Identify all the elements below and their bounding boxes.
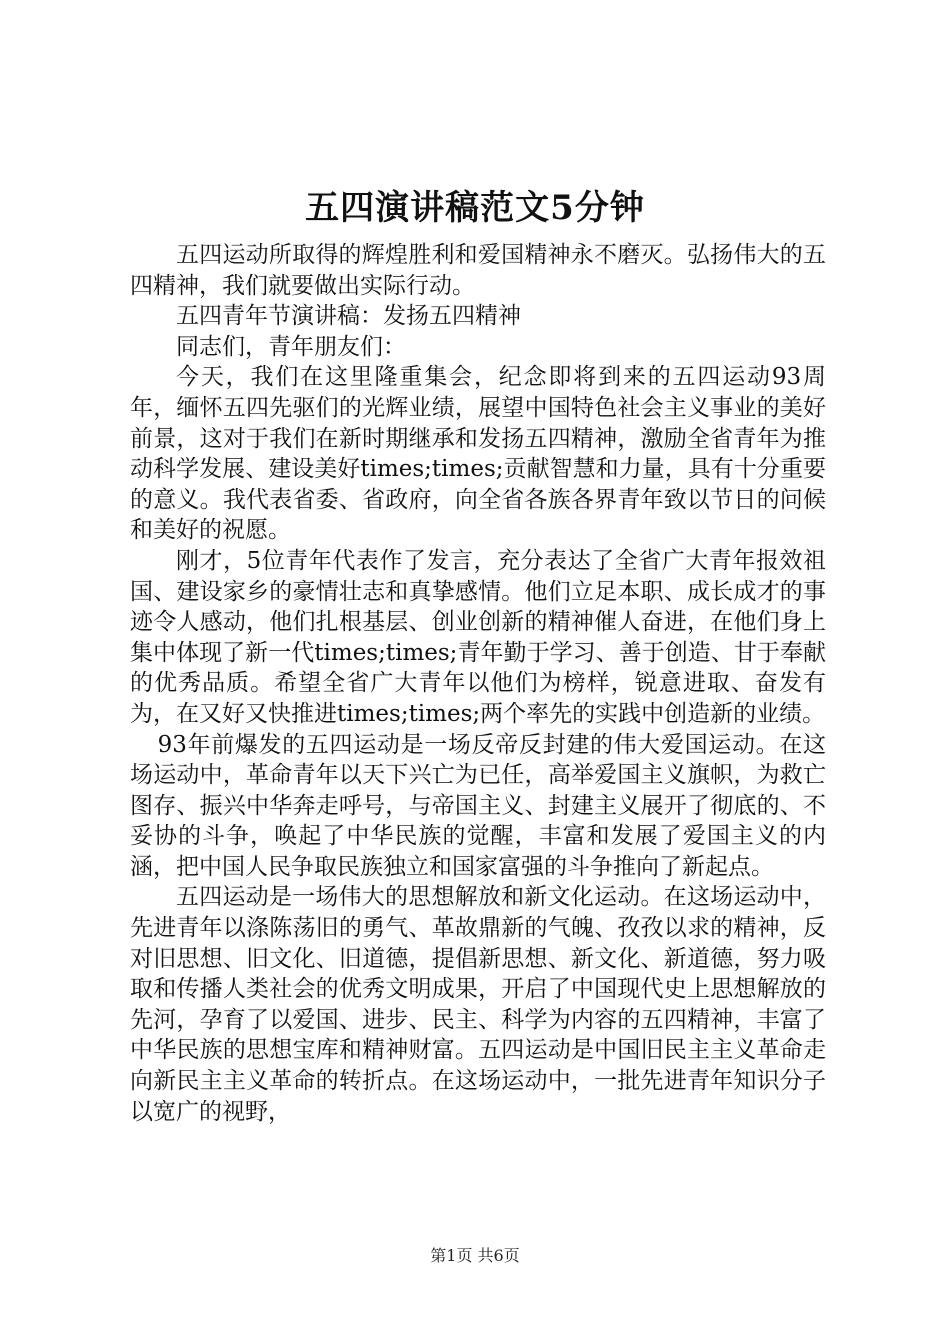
paragraph-salutation: 同志们，青年朋友们： — [176, 333, 406, 360]
paragraph-body: 五四运动是一场伟大的思想解放和新文化运动。在这场运动中，先进青年以涤陈荡旧的勇气、革故鼎新的气魄、孜孜以求的精神，反对旧思想、旧文化、旧道德，提倡新思想、新文化、新道德，努力吸取和传播人类社会的优秀文明成果，开启了中国现代史上思想解放的先河，孕育了以爱国、进步、民主、科学为内容的五四精神，丰富了中华民族的思想宝库和精神财富。五四运动是中国旧民主主义革命走向新民主主义革命的转折点。在这场运动中，一批先进青年知识分子以宽广的视野， — [130, 884, 826, 1125]
document-title: 五四演讲稿范文5分钟 — [305, 188, 645, 228]
page-footer: 第1页 共6页 — [430, 1246, 520, 1265]
paragraph-intro: 五四运动所取得的辉煌胜利和爱国精神永不磨灭。弘扬伟大的五四精神，我们就要做出实际行动。 — [130, 242, 826, 299]
paragraph-body: 刚才，5位青年代表作了发言，充分表达了全省广大青年报效祖国、建设家乡的豪情壮志和真挚感情。他们立足本职、成长成才的事迹令人感动，他们扎根基层、创业创新的精神催人奋进，在他们身上集中体现了新一代times;times;青年勤于学习、善于创造、甘于奉献的优秀品质。希望全省广大青年以他们为榜样，锐意进取、奋发有为，在又好又快推进times;times;两个率先的实践中创造新的业绩。 — [130, 547, 826, 727]
document-body — [130, 240, 826, 1127]
paragraph-body: 今天，我们在这里隆重集会，纪念即将到来的五四运动93周年，缅怀五四先驱们的光辉业绩，展望中国特色社会主义事业的美好前景，这对于我们在新时期继承和发扬五四精神，激励全省青年为推动科学发展、建设美好times;times;贡献智慧和力量，具有十分重要的意义。我代表省委、省政府，向全省各族各界青年致以节日的问候和美好的祝愿。 — [130, 364, 826, 544]
paragraph-body: 93年前爆发的五四运动是一场反帝反封建的伟大爱国运动。在这场运动中，革命青年以天下兴亡为已任，高举爱国主义旗帜，为救亡图存、振兴中华奔走呼号，与帝国主义、封建主义展开了彻底的、不妥协的斗争，唤起了中华民族的觉醒，丰富和发展了爱国主义的内涵，把中国人民争取民族独立和国家富强的斗争推向了新起点。 — [130, 731, 826, 880]
paragraph-subtitle: 五四青年节演讲稿：发扬五四精神 — [176, 303, 521, 330]
